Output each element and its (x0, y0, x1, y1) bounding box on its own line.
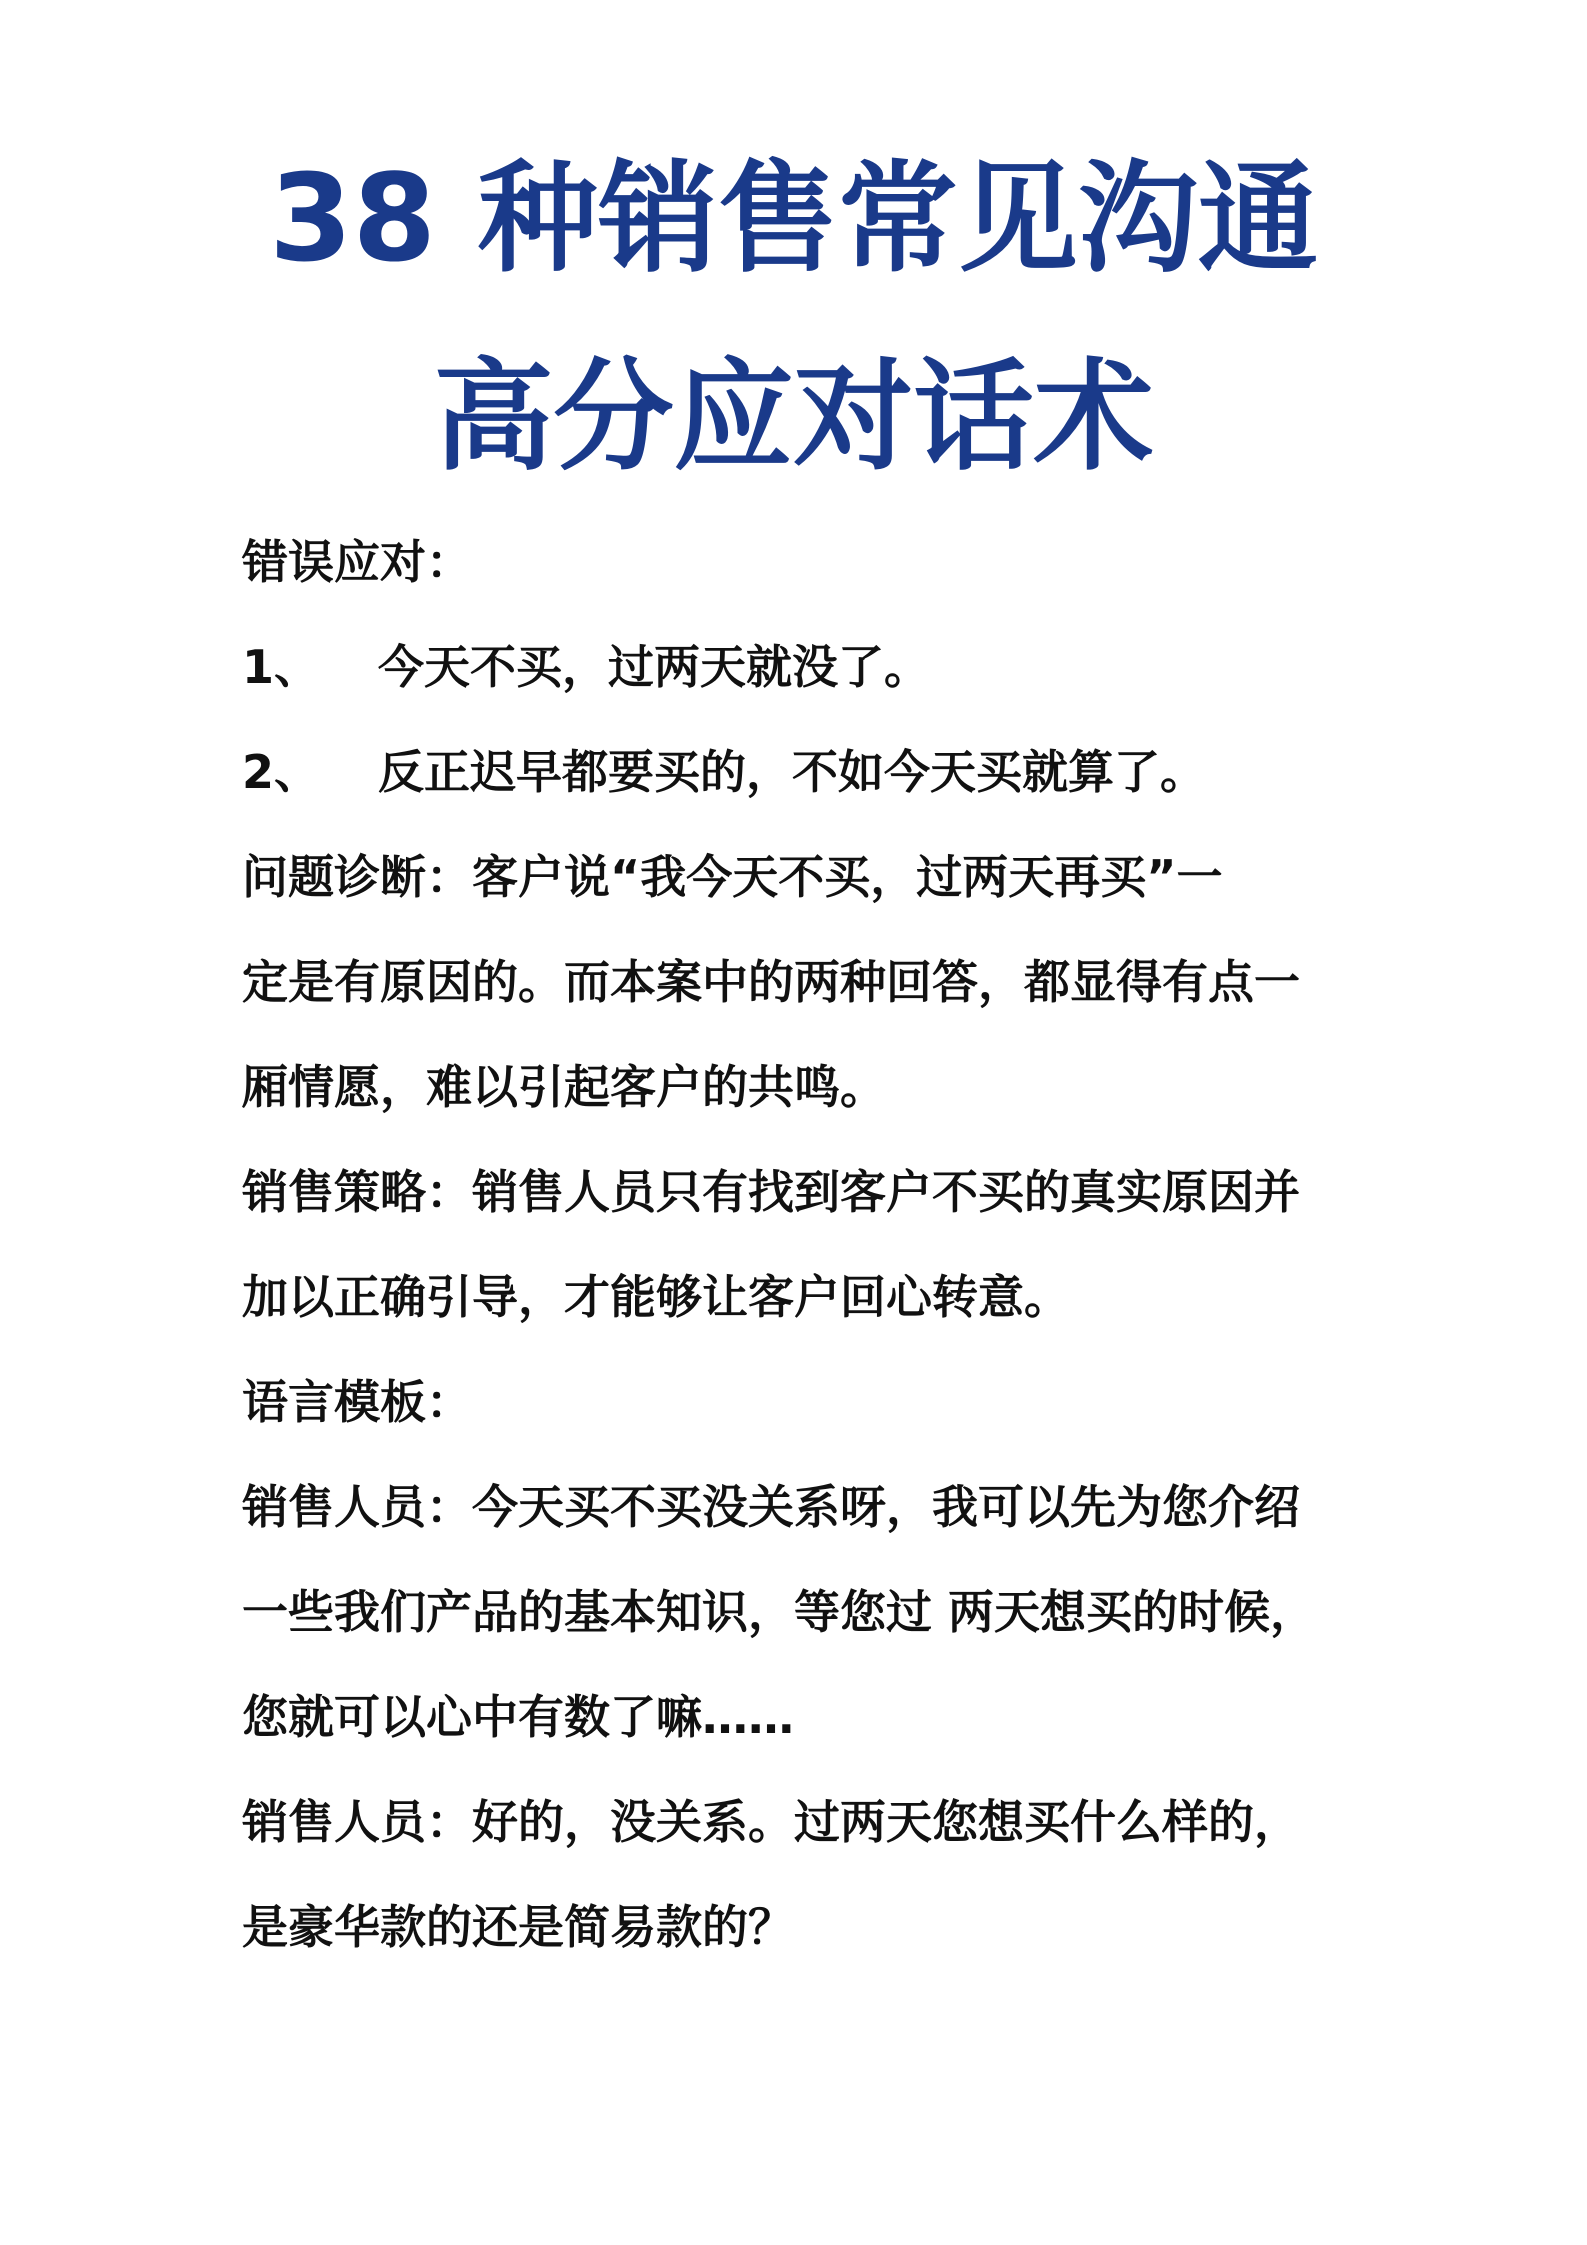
page-title-line-1: 38 种销售常见沟通 (269, 150, 1318, 289)
paragraph-line: 定是有原因的。而本案中的两种回答，都显得有点一 (242, 955, 1300, 1009)
section-label-wrong-response: 错误应对： (242, 535, 472, 589)
paragraph-line: 销售人员：好的，没关系。过两天您想买什么样的， (242, 1795, 1300, 1849)
paragraph-line: 销售策略：销售人员只有找到客户不买的真实原因并 (242, 1165, 1300, 1219)
page-title-line-2: 高分应对话术 (433, 348, 1154, 487)
paragraph-line: 问题诊断：客户说“我今天不买，过两天再买”一 (242, 850, 1223, 904)
document-body (242, 522, 1362, 1992)
list-item (242, 732, 1362, 837)
paragraph-line: 是豪华款的还是简易款的？ (242, 1900, 794, 1954)
list-item-number: 1、 (242, 640, 321, 694)
list-item (242, 627, 1362, 732)
paragraph-line: 销售人员：今天买不买没关系呀，我可以先为您介绍 (242, 1480, 1300, 1534)
list-item-text: 反正迟早都要买的，不如今天买就算了。 (378, 745, 1206, 799)
paragraph-line: 加以正确引导，才能够让客户回心转意。 (242, 1270, 1070, 1324)
paragraph-line: 厢情愿，难以引起客户的共鸣。 (242, 1060, 886, 1114)
list-item-text: 今天不买，过两天就没了。 (378, 640, 930, 694)
list-item-number: 2、 (242, 745, 321, 799)
paragraph-line: 一些我们产品的基本知识，等您过 两天想买的时候， (242, 1585, 1317, 1639)
paragraph-line: 您就可以心中有数了嘛…… (242, 1690, 794, 1744)
section-label-template: 语言模板： (242, 1375, 472, 1429)
